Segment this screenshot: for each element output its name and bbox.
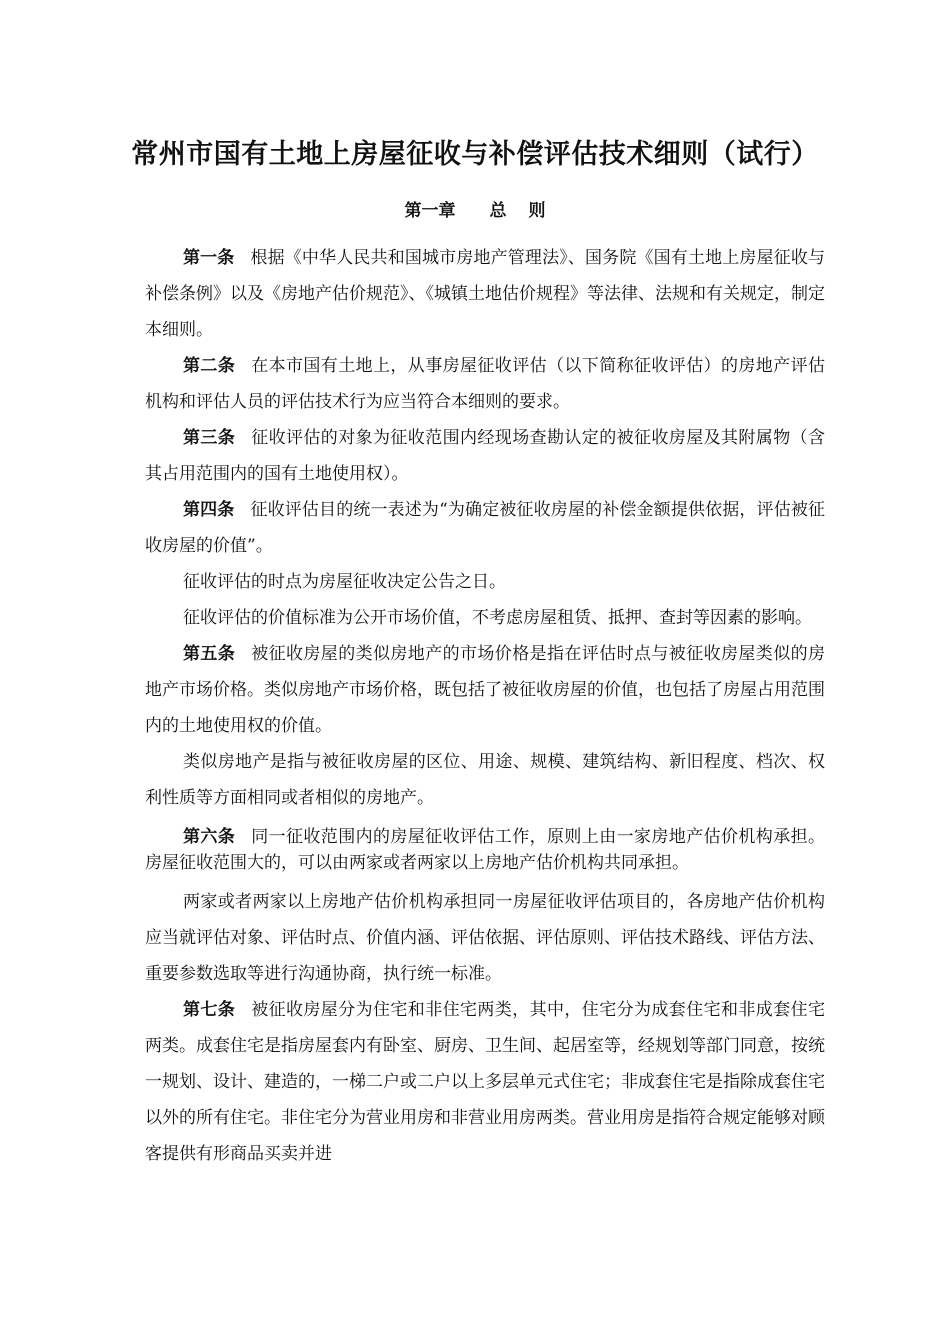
article-label: 第三条 [183, 428, 236, 448]
paragraph-text: 在本市国有土地上，从事房屋征收评估（以下简称征收评估）的房地产评估机构和评估人员的评估技术行为应当符合本细则的要求。 [145, 356, 826, 412]
paragraph-article-6 [145, 824, 825, 876]
chapter-heading [0, 196, 950, 221]
paragraph-article-2 [145, 348, 825, 420]
paragraph-text: 征收评估的价值标准为公开市场价值，不考虑房屋租赁、抵押、查封等因素的影响。 [183, 608, 812, 628]
paragraph-article-7 [145, 992, 825, 1172]
paragraph-article-5 [145, 636, 825, 744]
chapter-name-part-1: 总 [489, 201, 507, 221]
paragraph-text: 征收评估目的统一表述为“为确定被征收房屋的补偿金额提供依据，评估被征收房屋的价值”。 [145, 500, 825, 556]
article-label: 第四条 [183, 500, 235, 520]
paragraph-multiple-agencies [145, 884, 825, 992]
paragraph-valuation-date [145, 564, 825, 600]
paragraph-article-3 [145, 420, 825, 492]
paragraph-text: 两家或者两家以上房地产估价机构承担同一房屋征收评估项目的，各房地产估价机构应当就评估对象、评估时点、价值内涵、评估依据、评估原则、评估技术路线、评估方法、重要参数选取等进行沟通协商，执行统一标准。 [145, 892, 825, 984]
chapter-name-part-2: 则 [528, 201, 546, 221]
article-label: 第一条 [183, 248, 235, 268]
document-body [145, 240, 825, 1172]
paragraph-article-4 [145, 492, 825, 564]
paragraph-value-standard [145, 600, 825, 636]
article-label: 第七条 [183, 1000, 236, 1020]
paragraph-article-1 [145, 240, 825, 348]
paragraph-text: 类似房地产是指与被征收房屋的区位、用途、规模、建筑结构、新旧程度、档次、权利性质等方面相同或者相似的房地产。 [145, 752, 825, 808]
paragraph-text: 征收评估的对象为征收范围内经现场查勘认定的被征收房屋及其附属物（含其占用范围内的国有土地使用权）。 [145, 428, 826, 484]
article-label: 第五条 [183, 644, 236, 664]
paragraph-text: 征收评估的时点为房屋征收决定公告之日。 [183, 572, 506, 592]
paragraph-text: 被征收房屋分为住宅和非住宅两类，其中，住宅分为成套住宅和非成套住宅两类。成套住宅是指房屋套内有卧室、厨房、卫生间、起居室等，经规划等部门同意，按统一规划、设计、建造的，一梯二户或二户以上多层单元式住宅；非成套住宅是指除成套住宅以外的所有住宅。非住宅分为营业用房和非营业用房两类。营业用房是指符合规定能够对顾客提供有形商品买卖并进 [145, 1000, 826, 1164]
paragraph-text: 同一征收范围内的房屋征收评估工作，原则上由一家房地产估价机构承担。房屋征收范围大的，可以由两家或者两家以上房地产估价机构共同承担。 [145, 827, 826, 873]
article-label: 第二条 [183, 356, 236, 376]
paragraph-text: 被征收房屋的类似房地产的市场价格是指在评估时点与被征收房屋类似的房地产市场价格。类似房地产市场价格，既包括了被征收房屋的价值，也包括了房屋占用范围内的土地使用权的价值。 [145, 644, 826, 736]
paragraph-text: 根据《中华人民共和国城市房地产管理法》、国务院《国有土地上房屋征收与补偿条例》以及《房地产估价规范》、《城镇土地估价规程》等法律、法规和有关规定，制定本细则。 [145, 248, 826, 340]
document-title: 常州市国有土地上房屋征收与补偿评估技术细则（试行） [131, 139, 819, 170]
paragraph-similar-property [145, 744, 825, 816]
article-label: 第六条 [183, 827, 236, 847]
chapter-number: 第一章 [404, 201, 456, 221]
